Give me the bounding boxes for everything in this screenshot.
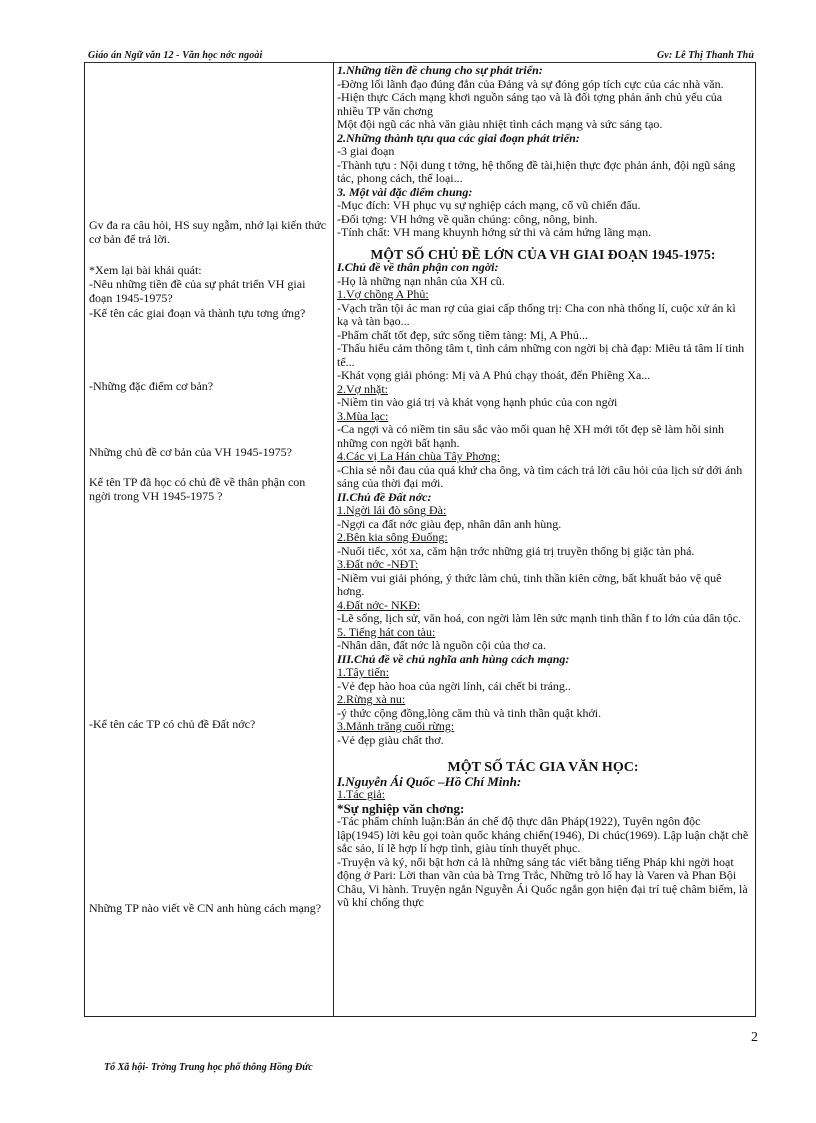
content-line: 2.Rừng xà nu:: [337, 692, 406, 706]
left-question-7: Kể tên TP đã học có chủ đề về thân phận con ngời trong VH 1945-1975 ?: [89, 475, 306, 503]
content-column: [337, 64, 749, 1014]
left-question-4: -Kể tên các giai đoạn và thành tựu tơng ứng?: [89, 306, 306, 320]
left-question-2: *Xem lại bài khái quát:: [89, 263, 202, 277]
content-line: -Chia sẻ nỗi đau của quá khứ cha ông, và tìm cách trả lời câu hỏi của lịch sử dới ánh sáng của thời đại mới.: [337, 462, 743, 490]
content-line: 1.Vợ chồng A Phủ:: [337, 287, 429, 301]
content-line: -Niềm vui giải phóng, ý thức làm chủ, tinh thần kiên cờng, bất khuất bảo vệ quê hơng.: [337, 570, 722, 598]
content-line: -Vạch trần tội ác man rợ của giai cấp thống trị: Cha con nhà thống lí, cuộc xử án kì kạ và tàn bạo...: [337, 300, 736, 328]
content-line: 4.Đất nớc- NKĐ:: [337, 597, 421, 612]
content-line: II.Chủ đề Đất nớc:: [337, 489, 432, 504]
content-line: -Ca ngợi và có niềm tin sâu sắc vào mối quan hệ XH mới tốt đẹp sẽ làm hồi sinh những con ngời bất hạnh.: [337, 422, 724, 450]
section-title-authors: MỘT SỐ TÁC GIA VĂN HỌC:: [447, 760, 639, 775]
content-line: -Niềm tin vào giá trị và khát vọng hạnh phúc của con ngời: [337, 395, 618, 409]
themes-section: [337, 261, 749, 747]
content-line: *Sự nghiệp văn chơng:: [337, 800, 465, 816]
header-right: Gv: Lê Thị Thanh Thủ: [656, 50, 754, 61]
content-line: -Nhân dân, đất nớc là nguồn cội của thơ ca.: [337, 638, 546, 652]
content-line: -Mục đích: VH phục vụ sự nghiệp cách mạng, cổ vũ chiến đấu.: [337, 198, 641, 212]
left-question-5: -Những đặc điểm cơ bản?: [89, 379, 214, 393]
content-line: 4.Các vị La Hán chùa Tây Phơng:: [337, 449, 501, 463]
content-line: -Thấu hiểu cảm thông tâm t, tình cảm những con ngời bị chà đạp: Miêu tả tâm lí tinh tế...: [337, 341, 745, 369]
content-line: 2.Bên kia sông Đuống:: [337, 530, 448, 544]
content-line: -Vẻ đẹp hào hoa của ngời lính, cái chết bi tráng..: [337, 678, 571, 693]
content-line: I.Nguyễn Ái Quốc –Hồ Chí Minh:: [337, 773, 522, 789]
content-line: 1.Tây tiến:: [337, 665, 389, 679]
content-line: -Truyện và ký, nổi bật hơn cả là những sáng tác viết bằng tiếng Pháp khi ngời hoạt động ở Pari: Lời than vãn của bà Trng Trắc, Những trò lố hay là Varen và Phan Bội Châu, Vi hành. Truyện ngắn Nguyễn Ái Quốc ngắn gọn hiện đại trí tuệ châm biếm, là vũ khí chống thực: [337, 854, 748, 909]
content-line: -Khát vọng giải phóng: Mị và A Phủ chạy thoát, đến Phiềng Xa...: [337, 368, 651, 382]
content-line: 3. Một vài đặc điểm chung:: [337, 184, 473, 199]
premise-section: [337, 64, 749, 240]
content-line: -Đờng lối lãnh đạo đúng đắn của Đảng và sự đóng góp tích cực của các nhà văn.: [337, 76, 724, 91]
content-line: -Đối tợng: VH hớng về quần chúng: công, nông, binh.: [337, 211, 598, 226]
content-line: -Thành tựu : Nội dung t tởng, hệ thống đề tài,hiện thực đợc phản ánh, đội ngũ sáng tác, phong cách, thể loại...: [337, 157, 736, 185]
content-line: 2.Vợ nhặt:: [337, 381, 389, 396]
left-question-6: Những chủ đề cơ bản của VH 1945-1975?: [89, 445, 292, 459]
content-line: -Tác phẩm chính luận:Bản án chế độ thực dân Pháp(1922), Tuyên ngôn độc lập(1945) lời kêu gọi toàn quốc kháng chiến(1946), Di chúc(1969). Lập luận chặt chẽ sắc sảo, lí lẽ hợp lí hợp tình, giàu tính thuyết phục.: [337, 814, 749, 855]
content-line: -3 giai đoạn: [337, 144, 395, 158]
content-line: -Ngợi ca đất nớc giàu đẹp, nhân dân anh hùng.: [337, 516, 562, 531]
content-line: 2.Những thành tựu qua các giai đoạn phát triển:: [337, 130, 580, 145]
authors-section: [337, 775, 749, 910]
content-line: -Vẻ đẹp giàu chất thơ.: [337, 732, 444, 747]
footer: Tổ Xã hội- Trờng Trung học phổ thông Hồng Đức: [104, 1062, 313, 1073]
header-left: Giáo án Ngữ văn 12 - Văn học nớc ngoài: [88, 50, 263, 61]
left-question-8: -Kể tên các TP có chủ đề Đất nớc?: [89, 717, 256, 731]
content-line: Một đội ngũ các nhà văn giàu nhiệt tình cách mạng và sức sáng tạo.: [337, 117, 663, 131]
content-line: 1.Những tiền đề chung cho sự phát triển:: [337, 64, 543, 77]
content-line: -Tính chất: VH mang khuynh hớng sử thi và cảm hứng lãng mạn.: [337, 225, 652, 239]
content-line: -ý thức cộng đồng,lòng căm thù và tinh thần quật khởi.: [337, 705, 602, 720]
left-question-3: -Nêu những tiền đề của sự phát triển VH giai đoạn 1945-1975?: [89, 277, 306, 305]
content-line: I.Chủ đề về thân phận con ngời:: [337, 260, 499, 274]
page-number: 2: [751, 1030, 758, 1045]
content-line: -Lẽ sống, lịch sử, văn hoá, con ngời làm lên sức mạnh tinh thần f to lớn của dân tộc.: [337, 611, 741, 625]
content-line: 3.Mảnh trăng cuối rừng:: [337, 719, 455, 733]
column-divider: [333, 62, 334, 1017]
content-line: 3.Mùa lạc:: [337, 408, 389, 423]
content-line: 3.Đất nớc -NĐT:: [337, 557, 419, 571]
content-line: -Hiện thực Cách mạng khơi nguồn sáng tạo và là đối tợng phản ánh chủ yếu của nhiều TP văn chơng: [337, 90, 723, 118]
content-line: 1.Ngời lái đò sông Đà:: [337, 503, 447, 517]
content-line: 1.Tác giả:: [337, 787, 385, 801]
content-line: -Họ là những nạn nhân của XH cũ.: [337, 273, 505, 288]
left-question-9: Những TP nào viết về CN anh hùng cách mạng?: [89, 901, 322, 915]
section-title-themes: MỘT SỐ CHỦ ĐỀ LỚN CỦA VH GIAI ĐOẠN 1945-1975:: [370, 246, 716, 262]
content-line: III.Chủ đề về chủ nghĩa anh hùng cách mạng:: [337, 651, 570, 666]
content-line: -Phẩm chất tốt đẹp, sức sống tiềm tàng: Mị, A Phủ...: [337, 327, 588, 342]
content-line: 5. Tiếng hát con tàu:: [337, 624, 436, 639]
content-line: -Nuối tiếc, xót xa, căm hận trớc những giá trị truyền thống bị giặc tàn phá.: [337, 543, 695, 558]
left-question-1: Gv đa ra câu hỏi, HS suy ngẫm, nhớ lại kiến thức cơ bản để trả lời.: [89, 218, 327, 246]
